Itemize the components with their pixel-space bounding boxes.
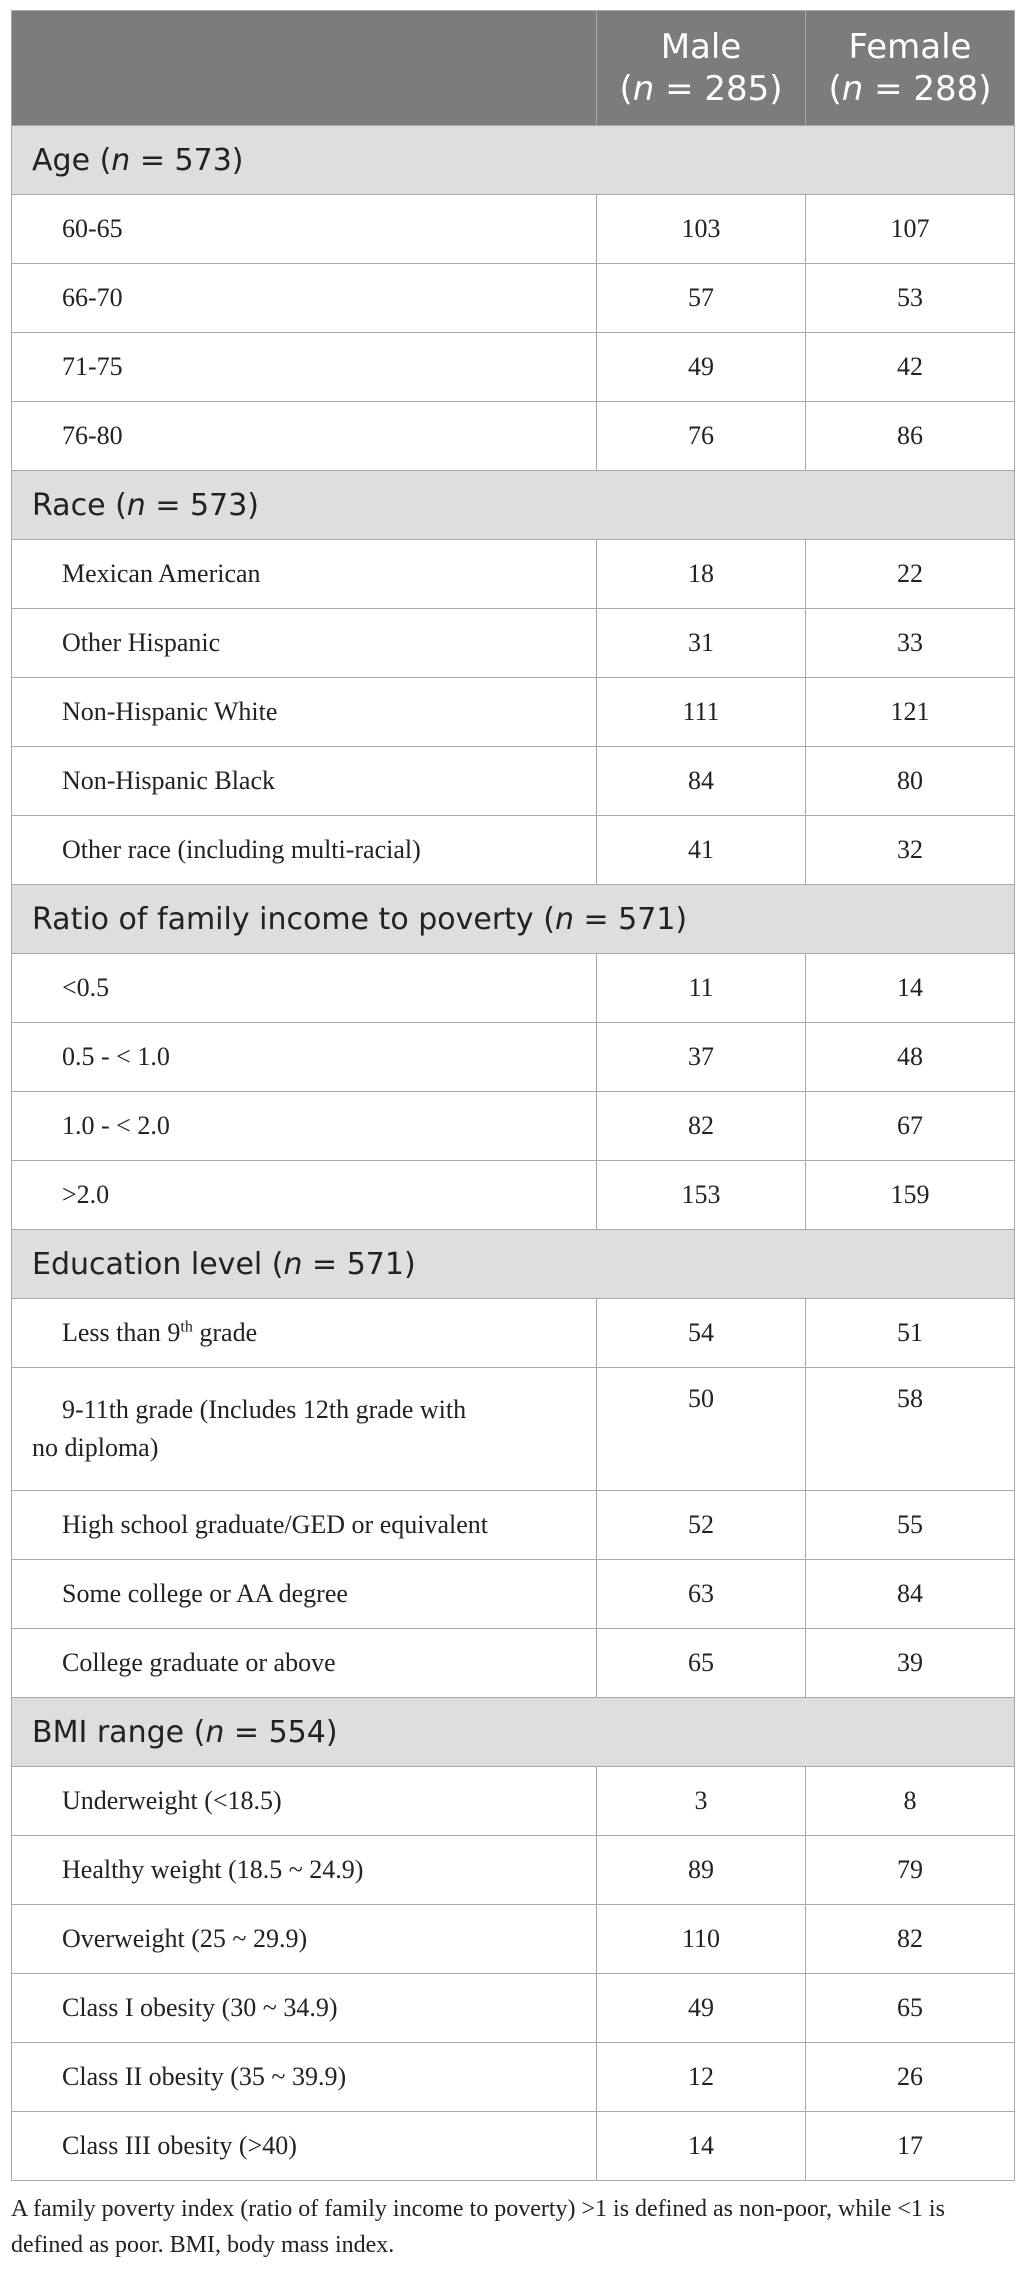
male-value: 153 <box>597 1161 806 1230</box>
header-blank-cell <box>12 11 597 126</box>
male-value: 49 <box>597 333 806 402</box>
row-label: <0.5 <box>12 954 597 1023</box>
male-value: 63 <box>597 1560 806 1629</box>
table-row <box>12 264 1015 333</box>
row-label: Underweight (<18.5) <box>12 1767 597 1836</box>
male-value: 76 <box>597 402 806 471</box>
male-value: 37 <box>597 1023 806 1092</box>
row-label: Other race (including multi-racial) <box>12 816 597 885</box>
table-row <box>12 954 1015 1023</box>
section-title-text: Age <box>32 142 91 178</box>
table-row <box>12 747 1015 816</box>
table-container <box>11 10 1014 2263</box>
female-value: 48 <box>806 1023 1015 1092</box>
female-value: 159 <box>806 1161 1015 1230</box>
table-footnote: A family poverty index (ratio of family income to poverty) >1 is defined as non-poor, while <1 is defined as poor. BMI, body mass index. <box>11 2196 945 2258</box>
row-label-sup: th <box>180 1318 193 1336</box>
row-label <box>12 1368 597 1491</box>
female-value: 8 <box>806 1767 1015 1836</box>
row-label: 1.0 - < 2.0 <box>12 1092 597 1161</box>
row-label: Non-Hispanic White <box>12 678 597 747</box>
row-label: Other Hispanic <box>12 609 597 678</box>
section-title-text: Race <box>32 487 106 523</box>
row-label: Class III obesity (>40) <box>12 2112 597 2181</box>
section-title <box>12 471 1015 540</box>
table-row <box>12 678 1015 747</box>
section-education <box>12 1230 1015 1299</box>
female-value: 121 <box>806 678 1015 747</box>
row-label-pre: Less than 9 <box>62 1318 181 1347</box>
row-label: >2.0 <box>12 1161 597 1230</box>
table-row <box>12 402 1015 471</box>
male-value: 52 <box>597 1491 806 1560</box>
table-row <box>12 1629 1015 1698</box>
female-value: 80 <box>806 747 1015 816</box>
female-value: 84 <box>806 1560 1015 1629</box>
male-value: 31 <box>597 609 806 678</box>
row-label: Some college or AA degree <box>12 1560 597 1629</box>
header-male <box>597 11 806 126</box>
male-value: 18 <box>597 540 806 609</box>
male-value: 50 <box>597 1368 806 1491</box>
female-value: 42 <box>806 333 1015 402</box>
female-value: 82 <box>806 1905 1015 1974</box>
table-row <box>12 333 1015 402</box>
male-value: 65 <box>597 1629 806 1698</box>
female-value: 79 <box>806 1836 1015 1905</box>
section-n: (n = 573) <box>99 142 244 178</box>
section-race <box>12 471 1015 540</box>
male-value: 41 <box>597 816 806 885</box>
table-row <box>12 1023 1015 1092</box>
male-value: 84 <box>597 747 806 816</box>
row-label: 76-80 <box>12 402 597 471</box>
male-value: 89 <box>597 1836 806 1905</box>
female-value: 86 <box>806 402 1015 471</box>
female-value: 51 <box>806 1299 1015 1368</box>
section-title-text: Education level <box>32 1246 263 1282</box>
female-value: 17 <box>806 2112 1015 2181</box>
table-row <box>12 1905 1015 1974</box>
row-label: 60-65 <box>12 195 597 264</box>
male-value: 3 <box>597 1767 806 1836</box>
header-row <box>12 11 1015 126</box>
header-female-label: Female <box>848 27 972 67</box>
section-n: (n = 554) <box>193 1714 338 1750</box>
male-value: 14 <box>597 2112 806 2181</box>
table-row <box>12 1767 1015 1836</box>
row-label: 71-75 <box>12 333 597 402</box>
section-age <box>12 126 1015 195</box>
female-value: 67 <box>806 1092 1015 1161</box>
section-title <box>12 885 1015 954</box>
row-label-line2: no diploma) <box>32 1433 159 1462</box>
row-label: Healthy weight (18.5 ~ 24.9) <box>12 1836 597 1905</box>
female-value: 33 <box>806 609 1015 678</box>
section-n: (n = 571) <box>543 901 688 937</box>
section-title-text: BMI range <box>32 1714 185 1750</box>
table-row <box>12 540 1015 609</box>
table-row <box>12 1092 1015 1161</box>
female-value: 107 <box>806 195 1015 264</box>
male-value: 57 <box>597 264 806 333</box>
section-title <box>12 1698 1015 1767</box>
section-n: (n = 573) <box>115 487 259 523</box>
male-value: 12 <box>597 2043 806 2112</box>
row-label: Class II obesity (35 ~ 39.9) <box>12 2043 597 2112</box>
row-label: Overweight (25 ~ 29.9) <box>12 1905 597 1974</box>
female-value: 32 <box>806 816 1015 885</box>
header-female <box>806 11 1015 126</box>
male-value: 11 <box>597 954 806 1023</box>
row-label: High school graduate/GED or equivalent <box>12 1491 597 1560</box>
table-row <box>12 1368 1015 1491</box>
section-title <box>12 1230 1015 1299</box>
table-row <box>12 1836 1015 1905</box>
male-value: 111 <box>597 678 806 747</box>
row-label: Mexican American <box>12 540 597 609</box>
section-title-text: Ratio of family income to poverty <box>32 901 534 937</box>
table-row <box>12 195 1015 264</box>
table-row <box>12 1161 1015 1230</box>
table-row <box>12 1560 1015 1629</box>
female-value: 55 <box>806 1491 1015 1560</box>
header-male-n: (n = 285) <box>619 69 783 109</box>
male-value: 54 <box>597 1299 806 1368</box>
row-label: Class I obesity (30 ~ 34.9) <box>12 1974 597 2043</box>
row-label: 66-70 <box>12 264 597 333</box>
table-row <box>12 1299 1015 1368</box>
row-label: Non-Hispanic Black <box>12 747 597 816</box>
female-value: 65 <box>806 1974 1015 2043</box>
row-label: College graduate or above <box>12 1629 597 1698</box>
female-value: 39 <box>806 1629 1015 1698</box>
demographics-table <box>11 10 1015 2181</box>
male-value: 103 <box>597 195 806 264</box>
male-value: 110 <box>597 1905 806 1974</box>
row-label-post: grade <box>192 1318 258 1347</box>
male-value: 82 <box>597 1092 806 1161</box>
table-row <box>12 1974 1015 2043</box>
male-value: 49 <box>597 1974 806 2043</box>
header-female-n: (n = 288) <box>828 69 992 109</box>
row-label <box>12 1299 597 1368</box>
header-male-label: Male <box>660 27 742 67</box>
table-row <box>12 1491 1015 1560</box>
female-value: 53 <box>806 264 1015 333</box>
row-label: 0.5 - < 1.0 <box>12 1023 597 1092</box>
female-value: 58 <box>806 1368 1015 1491</box>
row-label-line1: 9-11th grade (Includes 12th grade with <box>62 1395 467 1424</box>
table-row <box>12 2112 1015 2181</box>
female-value: 26 <box>806 2043 1015 2112</box>
section-bmi <box>12 1698 1015 1767</box>
female-value: 22 <box>806 540 1015 609</box>
table-row <box>12 609 1015 678</box>
section-title <box>12 126 1015 195</box>
section-income-ratio <box>12 885 1015 954</box>
female-value: 14 <box>806 954 1015 1023</box>
section-n: (n = 571) <box>271 1246 416 1282</box>
table-row <box>12 816 1015 885</box>
table-row <box>12 2043 1015 2112</box>
